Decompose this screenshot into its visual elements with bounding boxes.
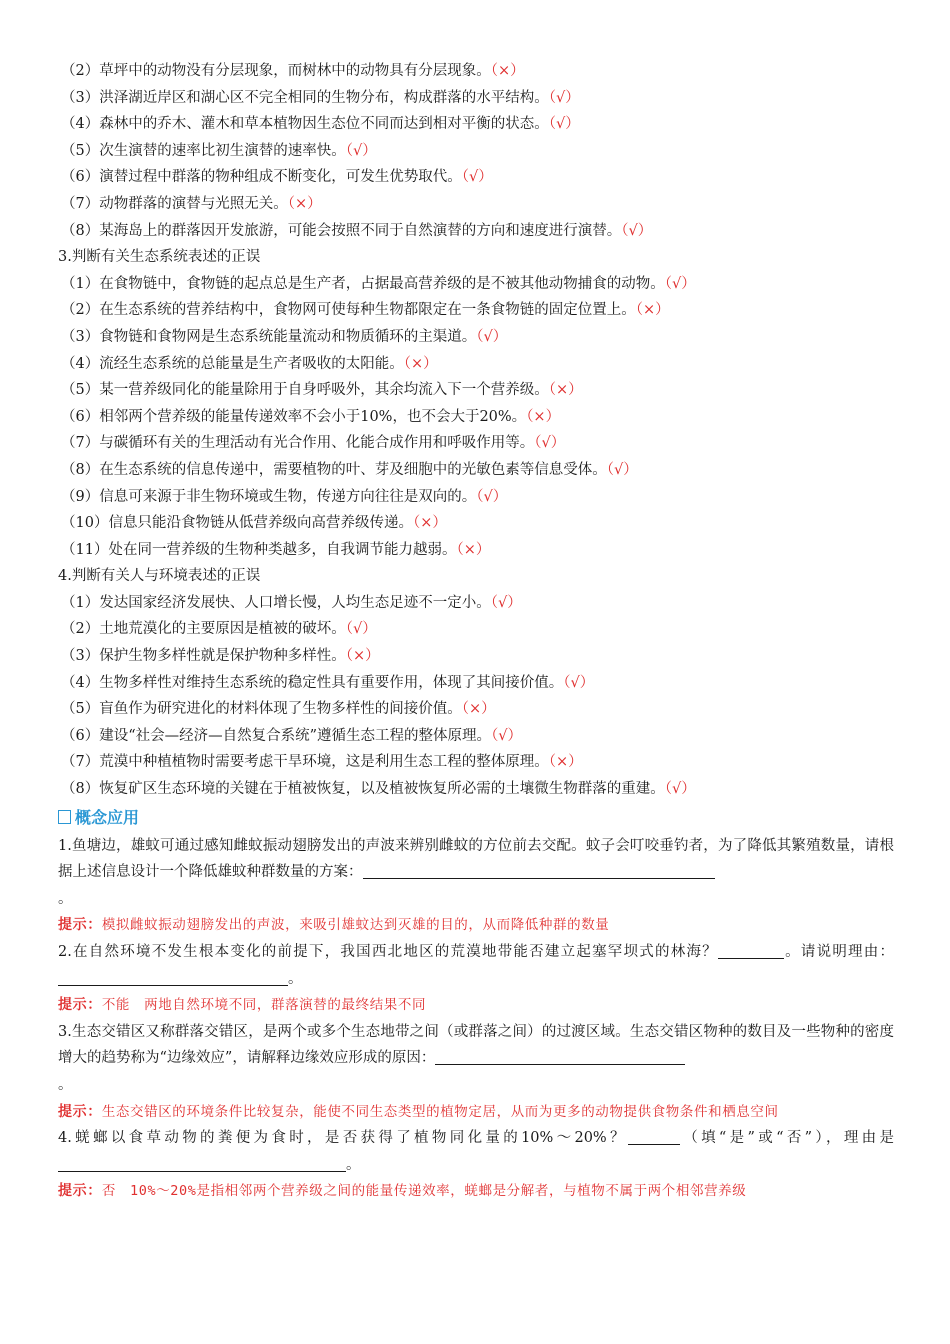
hint-3: 提示：生态交错区的环境条件比较复杂，能使不同生态类型的植物定居，从而为更多的动物提供食物条件和栖息空间 bbox=[58, 1103, 779, 1120]
statement-item: （2）土地荒漠化的主要原因是植被的破坏。（√） bbox=[61, 621, 377, 638]
answer-mark: （√） bbox=[548, 116, 580, 133]
answer-mark: （×） bbox=[548, 382, 583, 399]
statement-item: （5）盲鱼作为研究进化的材料体现了生物多样性的间接价值。（×） bbox=[61, 701, 496, 718]
statement-item: （8）某海岛上的群落因开发旅游，可能会按照不同于自然演替的方向和速度进行演替。（√） bbox=[61, 222, 653, 239]
checkbox-square-icon bbox=[58, 810, 71, 824]
answer-mark: （×） bbox=[412, 515, 447, 532]
hint-1: 提示：模拟雌蚊振动翅膀发出的声波，来吸引雄蚊达到灭雄的目的，从而降低种群的数量 bbox=[58, 917, 610, 934]
answer-mark: （√） bbox=[664, 781, 696, 798]
hint-2: 提示：不能 两地自然环境不同，群落演替的最终结果不同 bbox=[58, 997, 427, 1014]
statement-item: （2）草坪中的动物没有分层现象，而树林中的动物具有分层现象。（×） bbox=[61, 63, 525, 79]
answer-mark: （√） bbox=[534, 435, 566, 452]
answer-mark: （×） bbox=[456, 541, 491, 558]
answer-mark: （√） bbox=[345, 621, 377, 638]
statement-item: （1）发达国家经济发展快、人口增长慢，人均生态足迹不一定小。（√） bbox=[61, 594, 522, 611]
statement-item: （9）信息可来源于非生物环境或生物，传递方向往往是双向的。（√） bbox=[61, 488, 508, 505]
statement-item: （5）某一营养级同化的能量除用于自身呼吸外，其余均流入下一个营养级。（×） bbox=[61, 382, 583, 399]
statement-item: （4）生物多样性对维持生态系统的稳定性具有重要作用，体现了其间接价值。（√） bbox=[61, 674, 595, 691]
statement-item: （8）恢复矿区生态环境的关键在于植被恢复，以及植被恢复所必需的土壤微生物群落的重建。（√） bbox=[61, 781, 696, 798]
section-4-list bbox=[58, 590, 894, 803]
statement-item: （6）演替过程中群落的物种组成不断变化，可发生优势取代。（√） bbox=[61, 169, 493, 186]
statement-item: （3）洪泽湖近岸区和湖心区不完全相同的生物分布，构成群落的水平结构。（√） bbox=[61, 89, 580, 106]
statement-item: （3）保护生物多样性就是保护物种多样性。（×） bbox=[61, 648, 380, 665]
section-3-list bbox=[58, 271, 894, 564]
answer-blank[interactable] bbox=[363, 862, 715, 879]
answer-mark: （√） bbox=[345, 142, 377, 159]
answer-mark: （×） bbox=[548, 754, 583, 771]
statement-item: （7）动物群落的演替与光照无关。（×） bbox=[61, 195, 322, 212]
answer-mark: （√） bbox=[461, 169, 493, 186]
answer-mark: （√） bbox=[621, 222, 653, 239]
answer-mark: （×） bbox=[345, 648, 380, 665]
statement-item: （11）处在同一营养级的生物种类越多，自我调节能力越弱。（×） bbox=[61, 541, 491, 558]
answer-mark: （√） bbox=[476, 328, 508, 345]
question-4: 4.蜣螂以食草动物的粪便为食时，是否获得了植物同化量的10%～20%？ （填“是”或“否”），理由是。 bbox=[58, 1130, 894, 1173]
section-3-heading: 3.判断有关生态系统表述的正误 bbox=[58, 249, 261, 266]
answer-blank[interactable] bbox=[435, 1048, 685, 1065]
answer-mark: （√） bbox=[476, 488, 508, 505]
answer-mark: （√） bbox=[548, 89, 580, 106]
question-3: 3.生态交错区又称群落交错区，是两个或多个生态地带之间（或群落之间）的过渡区域。生态交错区物种的数目及一些物种的密度增大的趋势称为“边缘效应”，请解释边缘效应形成的原因： 。 bbox=[58, 1023, 894, 1093]
answer-mark: （×） bbox=[526, 408, 561, 425]
answer-mark: （√） bbox=[606, 461, 638, 478]
statement-item: （6）建设“社会—经济—自然复合系统”遵循生态工程的整体原理。（√） bbox=[61, 727, 523, 744]
answer-mark: （√） bbox=[490, 594, 522, 611]
statement-item: （5）次生演替的速率比初生演替的速率快。（√） bbox=[61, 142, 377, 159]
hint-4: 提示：否 10%～20%是指相邻两个营养级之间的能量传递效率，蜣螂是分解者，与植物不属于两个相邻营养级 bbox=[58, 1183, 747, 1200]
statement-item: （7）与碳循环有关的生理活动有光合作用、化能合成作用和呼吸作用等。（√） bbox=[61, 435, 566, 452]
answer-mark: （×） bbox=[461, 701, 496, 718]
answer-mark: （×） bbox=[635, 302, 670, 319]
answer-blank[interactable] bbox=[628, 1128, 680, 1145]
answer-blank[interactable] bbox=[58, 969, 288, 986]
answer-mark: （√） bbox=[664, 275, 696, 292]
question-2: 2.在自然环境不发生根本变化的前提下，我国西北地区的荒漠地带能否建立起塞罕坝式的林海？ 。请说明理由：。 bbox=[58, 944, 894, 987]
document-page bbox=[58, 58, 894, 1205]
statement-item: （4）森林中的乔木、灌木和草本植物因生态位不同而达到相对平衡的状态。（√） bbox=[61, 116, 580, 133]
answer-mark: （×） bbox=[403, 355, 438, 372]
statement-item: （8）在生态系统的信息传递中，需要植物的叶、芽及细胞中的光敏色素等信息受体。（√） bbox=[61, 461, 638, 478]
statement-item: （6）相邻两个营养级的能量传递效率不会小于10%，也不会大于20%。（×） bbox=[61, 408, 561, 425]
statement-item: （1）在食物链中，食物链的起点总是生产者，占据最高营养级的是不被其他动物捕食的动物。（√） bbox=[61, 275, 696, 292]
answer-mark: （√） bbox=[563, 674, 595, 691]
concept-section-title: 概念应用 bbox=[58, 803, 894, 833]
answer-mark: （√） bbox=[491, 727, 523, 744]
answer-mark: （×） bbox=[490, 63, 525, 79]
statement-item: （4）流经生态系统的总能量是生产者吸收的太阳能。（×） bbox=[61, 355, 438, 372]
answer-blank[interactable] bbox=[718, 942, 784, 959]
question-1: 1.鱼塘边，雄蚊可通过感知雌蚊振动翅膀发出的声波来辨别雌蚊的方位前去交配。蚊子会叮咬垂钓者，为了降低其繁殖数量，请根据上述信息设计一个降低雄蚊种群数量的方案： 。 bbox=[58, 837, 894, 907]
statement-item: （7）荒漠中种植植物时需要考虑干旱环境，这是利用生态工程的整体原理。（×） bbox=[61, 754, 583, 771]
answer-blank[interactable] bbox=[58, 1155, 346, 1172]
section-4-heading: 4.判断有关人与环境表述的正误 bbox=[58, 568, 261, 585]
answer-mark: （×） bbox=[287, 195, 322, 212]
section-2-list bbox=[58, 58, 894, 244]
statement-item: （3）食物链和食物网是生态系统能量流动和物质循环的主渠道。（√） bbox=[61, 328, 508, 345]
statement-item: （2）在生态系统的营养结构中，食物网可使每种生物都限定在一条食物链的固定位置上。（×） bbox=[61, 302, 670, 319]
statement-item: （10）信息只能沿食物链从低营养级向高营养级传递。（×） bbox=[61, 515, 447, 532]
